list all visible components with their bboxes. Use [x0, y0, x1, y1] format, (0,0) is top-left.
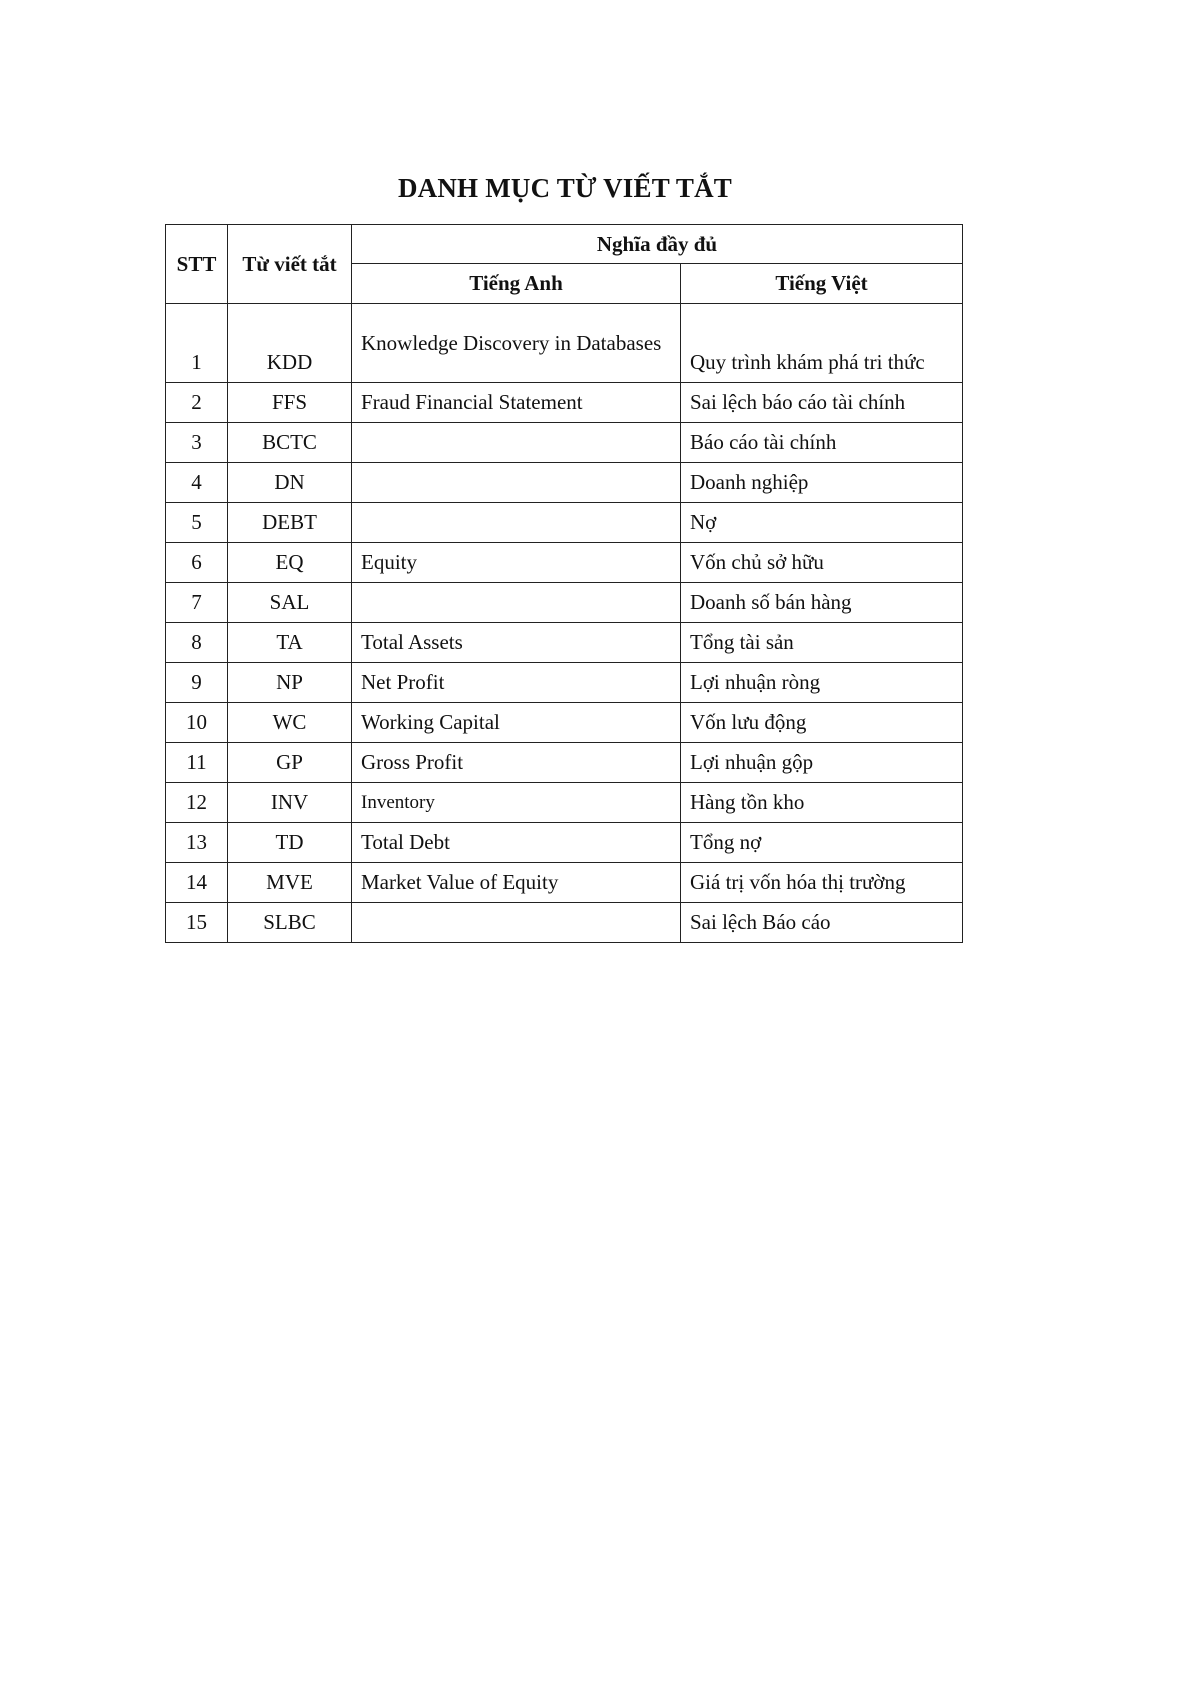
cell-vietnamese: Doanh nghiệp [681, 463, 963, 503]
cell-vietnamese: Lợi nhuận gộp [681, 743, 963, 783]
cell-vietnamese: Nợ [681, 503, 963, 543]
cell-abbreviation: INV [228, 783, 352, 823]
table-header-row [166, 225, 963, 264]
cell-english: Total Assets [352, 623, 681, 663]
table-row [166, 423, 963, 463]
table-row [166, 903, 963, 943]
cell-abbreviation: DN [228, 463, 352, 503]
cell-abbreviation: DEBT [228, 503, 352, 543]
cell-abbreviation: GP [228, 743, 352, 783]
cell-english [352, 903, 681, 943]
table-row [166, 623, 963, 663]
cell-english: Total Debt [352, 823, 681, 863]
cell-stt: 13 [166, 823, 228, 863]
cell-english: Knowledge Discovery in Databases [352, 304, 681, 383]
cell-abbreviation: EQ [228, 543, 352, 583]
cell-stt: 4 [166, 463, 228, 503]
header-english: Tiếng Anh [352, 264, 681, 304]
table-row [166, 743, 963, 783]
cell-stt: 8 [166, 623, 228, 663]
table-row [166, 383, 963, 423]
table-row [166, 823, 963, 863]
cell-english [352, 583, 681, 623]
cell-stt: 2 [166, 383, 228, 423]
table-row [166, 863, 963, 903]
cell-stt: 5 [166, 503, 228, 543]
cell-stt: 14 [166, 863, 228, 903]
cell-english: Equity [352, 543, 681, 583]
cell-stt: 3 [166, 423, 228, 463]
table-row [166, 503, 963, 543]
table-body [166, 304, 963, 943]
cell-abbreviation: MVE [228, 863, 352, 903]
table-row [166, 304, 963, 383]
cell-abbreviation: TD [228, 823, 352, 863]
table-row [166, 783, 963, 823]
header-full-meaning: Nghĩa đầy đủ [352, 225, 963, 264]
cell-abbreviation: NP [228, 663, 352, 703]
cell-vietnamese: Doanh số bán hàng [681, 583, 963, 623]
cell-abbreviation: WC [228, 703, 352, 743]
cell-abbreviation: TA [228, 623, 352, 663]
cell-english: Working Capital [352, 703, 681, 743]
cell-stt: 9 [166, 663, 228, 703]
cell-vietnamese: Giá trị vốn hóa thị trường [681, 863, 963, 903]
cell-vietnamese: Báo cáo tài chính [681, 423, 963, 463]
cell-stt: 7 [166, 583, 228, 623]
cell-abbreviation: KDD [228, 304, 352, 383]
table-row [166, 543, 963, 583]
cell-abbreviation: SAL [228, 583, 352, 623]
cell-stt: 12 [166, 783, 228, 823]
cell-vietnamese: Hàng tồn kho [681, 783, 963, 823]
cell-english [352, 503, 681, 543]
cell-vietnamese: Tổng tài sản [681, 623, 963, 663]
cell-vietnamese: Tổng nợ [681, 823, 963, 863]
header-vietnamese: Tiếng Việt [681, 264, 963, 304]
cell-vietnamese: Sai lệch báo cáo tài chính [681, 383, 963, 423]
cell-english: Fraud Financial Statement [352, 383, 681, 423]
cell-vietnamese: Vốn chủ sở hữu [681, 543, 963, 583]
cell-english [352, 463, 681, 503]
abbreviations-table [165, 224, 963, 943]
table-row [166, 663, 963, 703]
cell-stt: 1 [166, 304, 228, 383]
cell-abbreviation: BCTC [228, 423, 352, 463]
table-row [166, 583, 963, 623]
cell-vietnamese: Sai lệch Báo cáo [681, 903, 963, 943]
cell-stt: 6 [166, 543, 228, 583]
table-row [166, 703, 963, 743]
cell-stt: 10 [166, 703, 228, 743]
header-abbreviation: Từ viết tắt [228, 225, 352, 304]
cell-vietnamese: Quy trình khám phá tri thức [681, 304, 963, 383]
cell-abbreviation: SLBC [228, 903, 352, 943]
cell-abbreviation: FFS [228, 383, 352, 423]
cell-english: Net Profit [352, 663, 681, 703]
cell-english: Inventory [352, 783, 681, 823]
header-stt: STT [166, 225, 228, 304]
cell-vietnamese: Vốn lưu động [681, 703, 963, 743]
cell-vietnamese: Lợi nhuận ròng [681, 663, 963, 703]
cell-stt: 15 [166, 903, 228, 943]
cell-stt: 11 [166, 743, 228, 783]
cell-english: Market Value of Equity [352, 863, 681, 903]
page-title: DANH MỤC TỪ VIẾT TẮT [397, 173, 733, 203]
table-row [166, 463, 963, 503]
cell-english [352, 423, 681, 463]
cell-english: Gross Profit [352, 743, 681, 783]
